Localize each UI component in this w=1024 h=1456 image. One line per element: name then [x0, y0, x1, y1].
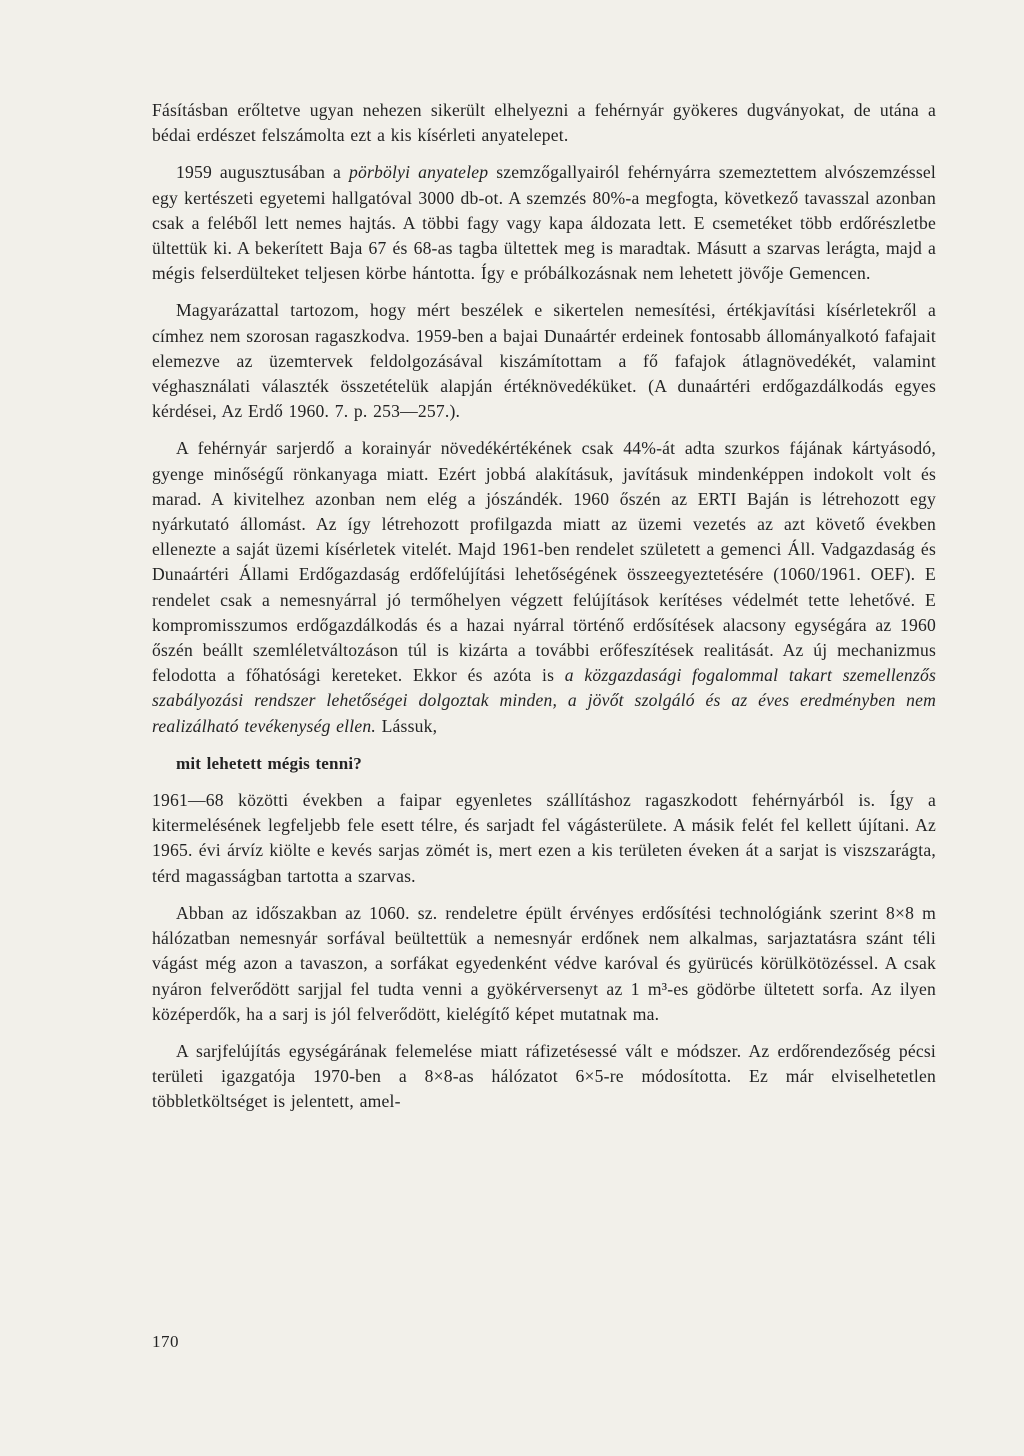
paragraph-4-text-a: A fehérnyár sarjerdő a korainyár növedékértékének csak 44%-át adta szurkos fájának kártyásodó, gyenge minőségű rönkanyaga miatt. Ezért jobbá alakításuk, javításuk mindenképpen indokolt volt és marad. A kivitelhez azonban nem elég a jószándék. 1960 őszén az ERTI Baján is létrehozott egy nyárkutató állomást. Az így létrehozott profilgazda miatt az üzemi vezetés az azt követő években ellenezte a saját üzemi kísérletek vitelét. Majd 1961-ben rendelet született a gemenci Áll. Vadgazdaság és Dunaártéri Állami Erdőgazdaság erdőfelújítási lehetőségének összeegyeztetésére (1060/1961. OEF). E rendelet csak a nemesnyárral jó termőhelyen végzett felújítások kerítéses védelmét tette lehetővé. E kompromisszumos erdőgazdálkodás és a hazai nyárral történő erdősítések alacsony egységára az 1960 őszén beállt szemléletváltozáson túl is kizárta a további erőfeszítések realitását. Az új mechanizmus felodotta a főhatósági kereteket. Ekkor és azóta is: [152, 438, 936, 686]
paragraph-3-text: Magyarázattal tartozom, hogy mért beszélek e sikertelen nemesítési, értékjavítási kísérletekről a címhez nem szorosan ragaszkodva. 1959-ben a bajai Dunaártér erdeinek fontosabb állományalkotó fafajait elemezve az üzemtervek feldolgozásával kiszámítottam a fő fafajok átlagnövedékét, valamint véghasználati választék összetételük alapján értéknövedéküket. (A dunaártéri erdőgazdálkodás egyes kérdései, Az Erdő 1960. 7. p. 253—257.).: [152, 300, 936, 422]
paragraph-2-text-b: szemzőgallyairól fehérnyárra szemeztettem alvószemzéssel egy kertészeti egyetemi hallgatóval 3000 db-ot. A szemzés 80%-a megfogta, következő tavasszal azonban csak a feléből lett nemes hajtás. A többi fagy vagy kapa áldozata lett. E csemetéket több erdőrészletbe ültettük ki. A bekerített Baja 67 és 68-as tagba ültettek meg is maradtak. Másutt a szarvas lerágta, majd a mégis felserdülteket teljesen körbe hántotta. Így e próbálkozásnak nem lehetett jövője Gemencen.: [152, 162, 936, 284]
paragraph-4-text-b: Lássuk,: [375, 715, 438, 736]
paragraph-7-text: A sarjfelújítás egységárának felemelése miatt ráfizetésessé vált e módszer. Az erdőrendezőség pécsi területi igazgatója 1970-ben a 8×8-as hálózatot 6×5-re módosította. Ez már elviselhetetlen többletköltséget is jelentett, amel-: [152, 1040, 936, 1112]
paragraph-7: [152, 1039, 936, 1115]
paragraph-2: [152, 160, 936, 286]
page-number: 170: [152, 1332, 179, 1351]
body-text: [152, 98, 936, 1127]
paragraph-4: [152, 436, 936, 738]
paragraph-5-text: 1961—68 közötti években a faipar egyenletes szállításhoz ragaszkodott fehérnyárból is. Így a kitermelésének legfeljebb fele esett télre, és sarjadt fel vágásterülete. A másik felét fel kellett újítani. Az 1965. évi árvíz kiölte e kevés sarjas zömét is, mert ezen a kis területen éveken át a sarjat is viszszarágta, térd magasságban tartotta a szarvas.: [152, 790, 936, 886]
paragraph-6: [152, 901, 936, 1027]
paragraph-4-italic: a közgazdasági fogalommal takart szemellenzős szabályozási rendszer lehetőségei dolgoztak minden, a jövőt szolgáló és az éves eredményben nem realizálható tevékenység ellen.: [152, 665, 936, 736]
paragraph-6-text: Abban az időszakban az 1060. sz. rendeletre épült érvényes erdősítési technológiánk szerint 8×8 m hálózatban nemesnyár sorfával beültettük a nemesnyár erdőnek nem alkalmas, sarjaztatásra szánt téli vágást még azon a tavaszon, a sorfákat egyedenként védve karóval és gyürücés körülkötözéssel. A csak nyáron felverődött sarjjal fel tudta venni a gyökérversenyt az 1 m³-es gödörbe ültetett sorfa. Az ilyen középerdők, ha a sarj is jól felverődött, kielégítő képet mutatnak ma.: [152, 902, 936, 1024]
section-heading: mit lehetett mégis tenni?: [176, 753, 362, 773]
paragraph-5: [152, 788, 936, 889]
paragraph-2-italic: pörbölyi anyatelep: [348, 162, 489, 183]
paragraph-2-text-a: 1959 augusztusában a: [176, 162, 349, 183]
paragraph-1: [152, 98, 936, 148]
paragraph-1-text: Fásításban erőltetve ugyan nehezen sikerült elhelyezni a fehérnyár gyökeres dugványokat, de utána a bédai erdészet felszámolta ezt a kis kísérleti anyatelepet.: [152, 100, 936, 146]
paragraph-3: [152, 298, 936, 424]
